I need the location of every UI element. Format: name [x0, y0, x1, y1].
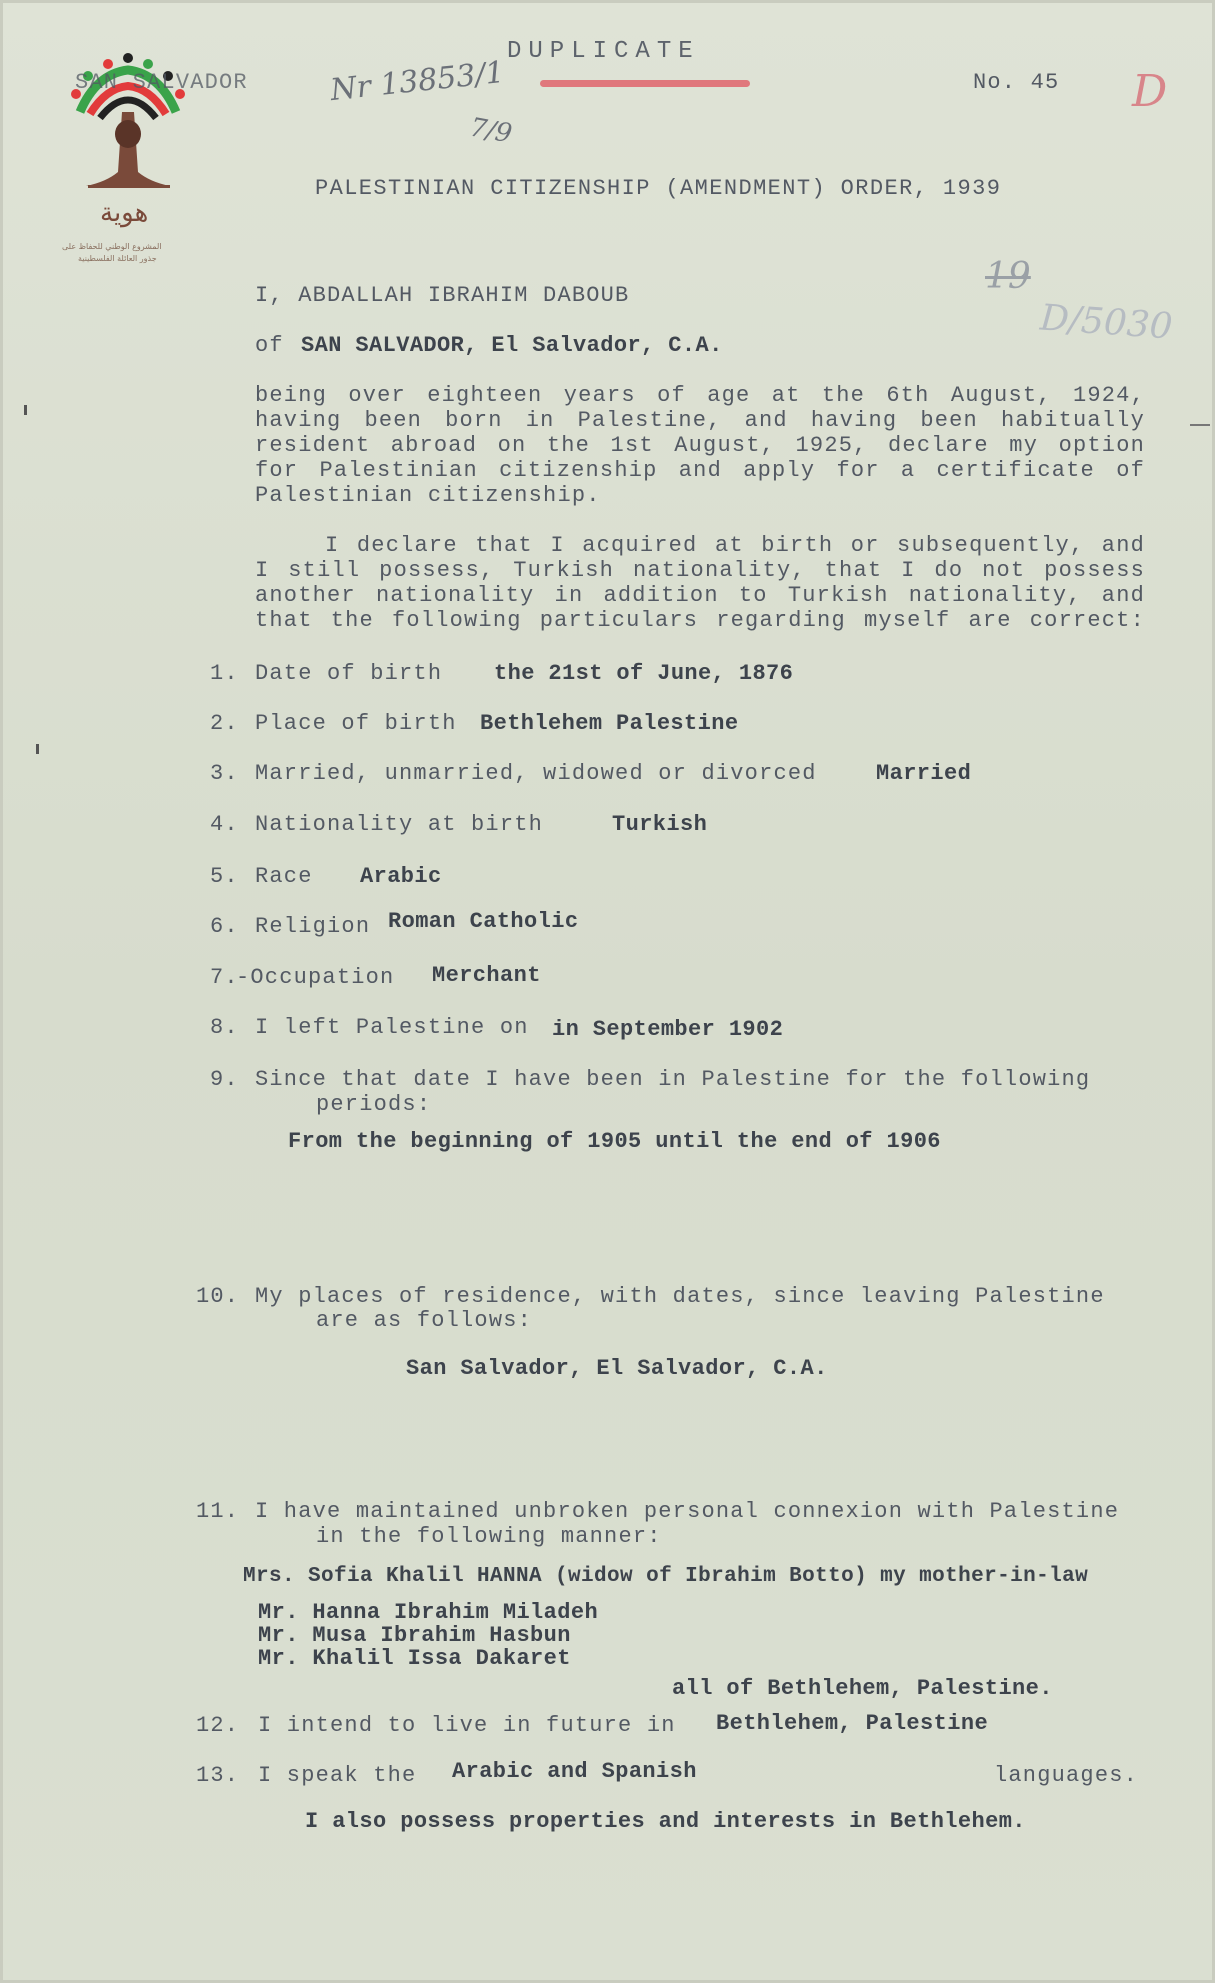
margin-mark [24, 405, 27, 415]
red-underline [540, 80, 750, 87]
languages-label: I speak the [258, 1763, 417, 1788]
paragraph-line: I still possess, Turkish nationality, that I do not possess [255, 558, 1145, 583]
item-number: 1. [210, 661, 239, 686]
item-number: 12. [196, 1713, 240, 1738]
periods-value: From the beginning of 1905 until the end of 1906 [288, 1129, 941, 1154]
left-palestine-value: in September 1902 [552, 1017, 784, 1042]
connexion-person: Mr. Musa Ibrahim Hasbun [258, 1623, 571, 1648]
paragraph-line: for Palestinian citizenship and apply for a certificate of [255, 458, 1145, 483]
connexion-label-line2: in the following manner: [316, 1524, 662, 1549]
margin-mark [36, 744, 39, 754]
occupation-label: -Occupation [236, 965, 395, 990]
item-number: 3. [210, 761, 239, 786]
nationality-declaration-paragraph [255, 533, 1145, 633]
paragraph-line: having been born in Palestine, and having been habitually [255, 408, 1145, 433]
duplicate-heading: DUPLICATE [507, 38, 700, 65]
religion-label: Religion [255, 914, 371, 939]
paragraph-line: I declare that I acquired at birth or subsequently, and [255, 533, 1145, 558]
item-number: 10. [196, 1284, 240, 1309]
connexion-person: Mrs. Sofia Khalil HANNA (widow of Ibrahim Botto) my mother-in-law [243, 1565, 1089, 1588]
paragraph-line: resident abroad on the 1st August, 1925, declare my option [255, 433, 1145, 458]
residence-label-line2: are as follows: [316, 1308, 533, 1333]
logo-caption-line1: المشروع الوطني للحفاظ على [62, 242, 162, 251]
nationality-label: Nationality at birth [255, 812, 544, 837]
future-residence-label: I intend to live in future in [258, 1713, 676, 1738]
marital-status-value: Married [876, 761, 972, 786]
handwritten-19-mark: 19 [985, 256, 1031, 297]
item-number: 5. [210, 864, 239, 889]
residence-label-line1: My places of residence, with dates, since leaving Palestine [255, 1284, 1105, 1309]
periods-label-line1: Since that date I have been in Palestine for the following [255, 1067, 1091, 1092]
religion-value: Roman Catholic [388, 909, 579, 934]
paragraph-line: being over eighteen years of age at the 6th August, 1924, [255, 383, 1145, 408]
race-value: Arabic [360, 864, 442, 889]
item-number: 6. [210, 914, 239, 939]
handwritten-d-mark: D [1132, 66, 1168, 117]
item-number: 9. [210, 1067, 239, 1092]
document-number: No. 45 [973, 70, 1060, 95]
residence-value: San Salvador, El Salvador, C.A. [406, 1356, 828, 1381]
declarant-address: SAN SALVADOR, El Salvador, C.A. [301, 333, 723, 358]
item-number: 2. [210, 711, 239, 736]
nationality-value: Turkish [612, 812, 708, 837]
option-declaration-paragraph [255, 383, 1145, 508]
closing-statement: I also possess properties and interests in Bethlehem. [305, 1809, 1026, 1834]
item-number: 11. [196, 1499, 240, 1524]
birth-place-value: Bethlehem Palestine [480, 711, 739, 736]
left-palestine-label: I left Palestine on [255, 1015, 529, 1040]
logo-caption-line2: جذور العائلة الفلسطينية [78, 254, 157, 263]
race-label: Race [255, 864, 313, 889]
languages-suffix: languages. [994, 1763, 1139, 1788]
item-number: 7. [210, 965, 239, 990]
connexion-summary: all of Bethlehem, Palestine. [672, 1676, 1053, 1701]
paragraph-line: another nationality in addition to Turkish nationality, and [255, 583, 1145, 608]
future-residence-value: Bethlehem, Palestine [716, 1711, 989, 1736]
declarant-name: I, ABDALLAH IBRAHIM DABOUB [255, 283, 630, 308]
handwritten-date: 7/9 [467, 112, 515, 150]
margin-mark [1190, 424, 1210, 426]
paragraph-line: Palestinian citizenship. [255, 483, 601, 508]
item-number: 4. [210, 812, 239, 837]
occupation-value: Merchant [432, 963, 541, 988]
handwritten-file-number: D/5030 [1038, 297, 1174, 348]
marital-status-label: Married, unmarried, widowed or divorced [255, 761, 817, 786]
item-number: 13. [196, 1763, 240, 1788]
connexion-label-line1: I have maintained unbroken personal connexion with Palestine [255, 1499, 1120, 1524]
birth-place-label: Place of birth [255, 711, 457, 736]
document-title: PALESTINIAN CITIZENSHIP (AMENDMENT) ORDER, 1939 [315, 176, 1002, 201]
birth-date-label: Date of birth [255, 661, 443, 686]
header-place: SAN SALVADOR [75, 70, 248, 95]
logo-arabic-text: هوية [100, 198, 149, 228]
birth-date-value: the 21st of June, 1876 [494, 661, 794, 686]
connexion-person: Mr. Khalil Issa Dakaret [258, 1646, 571, 1671]
handwritten-reference: Nr 13853/1 [328, 54, 507, 109]
item-number: 8. [210, 1015, 239, 1040]
connexion-person: Mr. Hanna Ibrahim Miladeh [258, 1600, 599, 1625]
periods-label-line2: periods: [316, 1092, 432, 1117]
paragraph-line: that the following particulars regarding myself are correct: [255, 608, 1145, 633]
languages-value: Arabic and Spanish [452, 1759, 697, 1784]
of-label: of [255, 333, 284, 358]
